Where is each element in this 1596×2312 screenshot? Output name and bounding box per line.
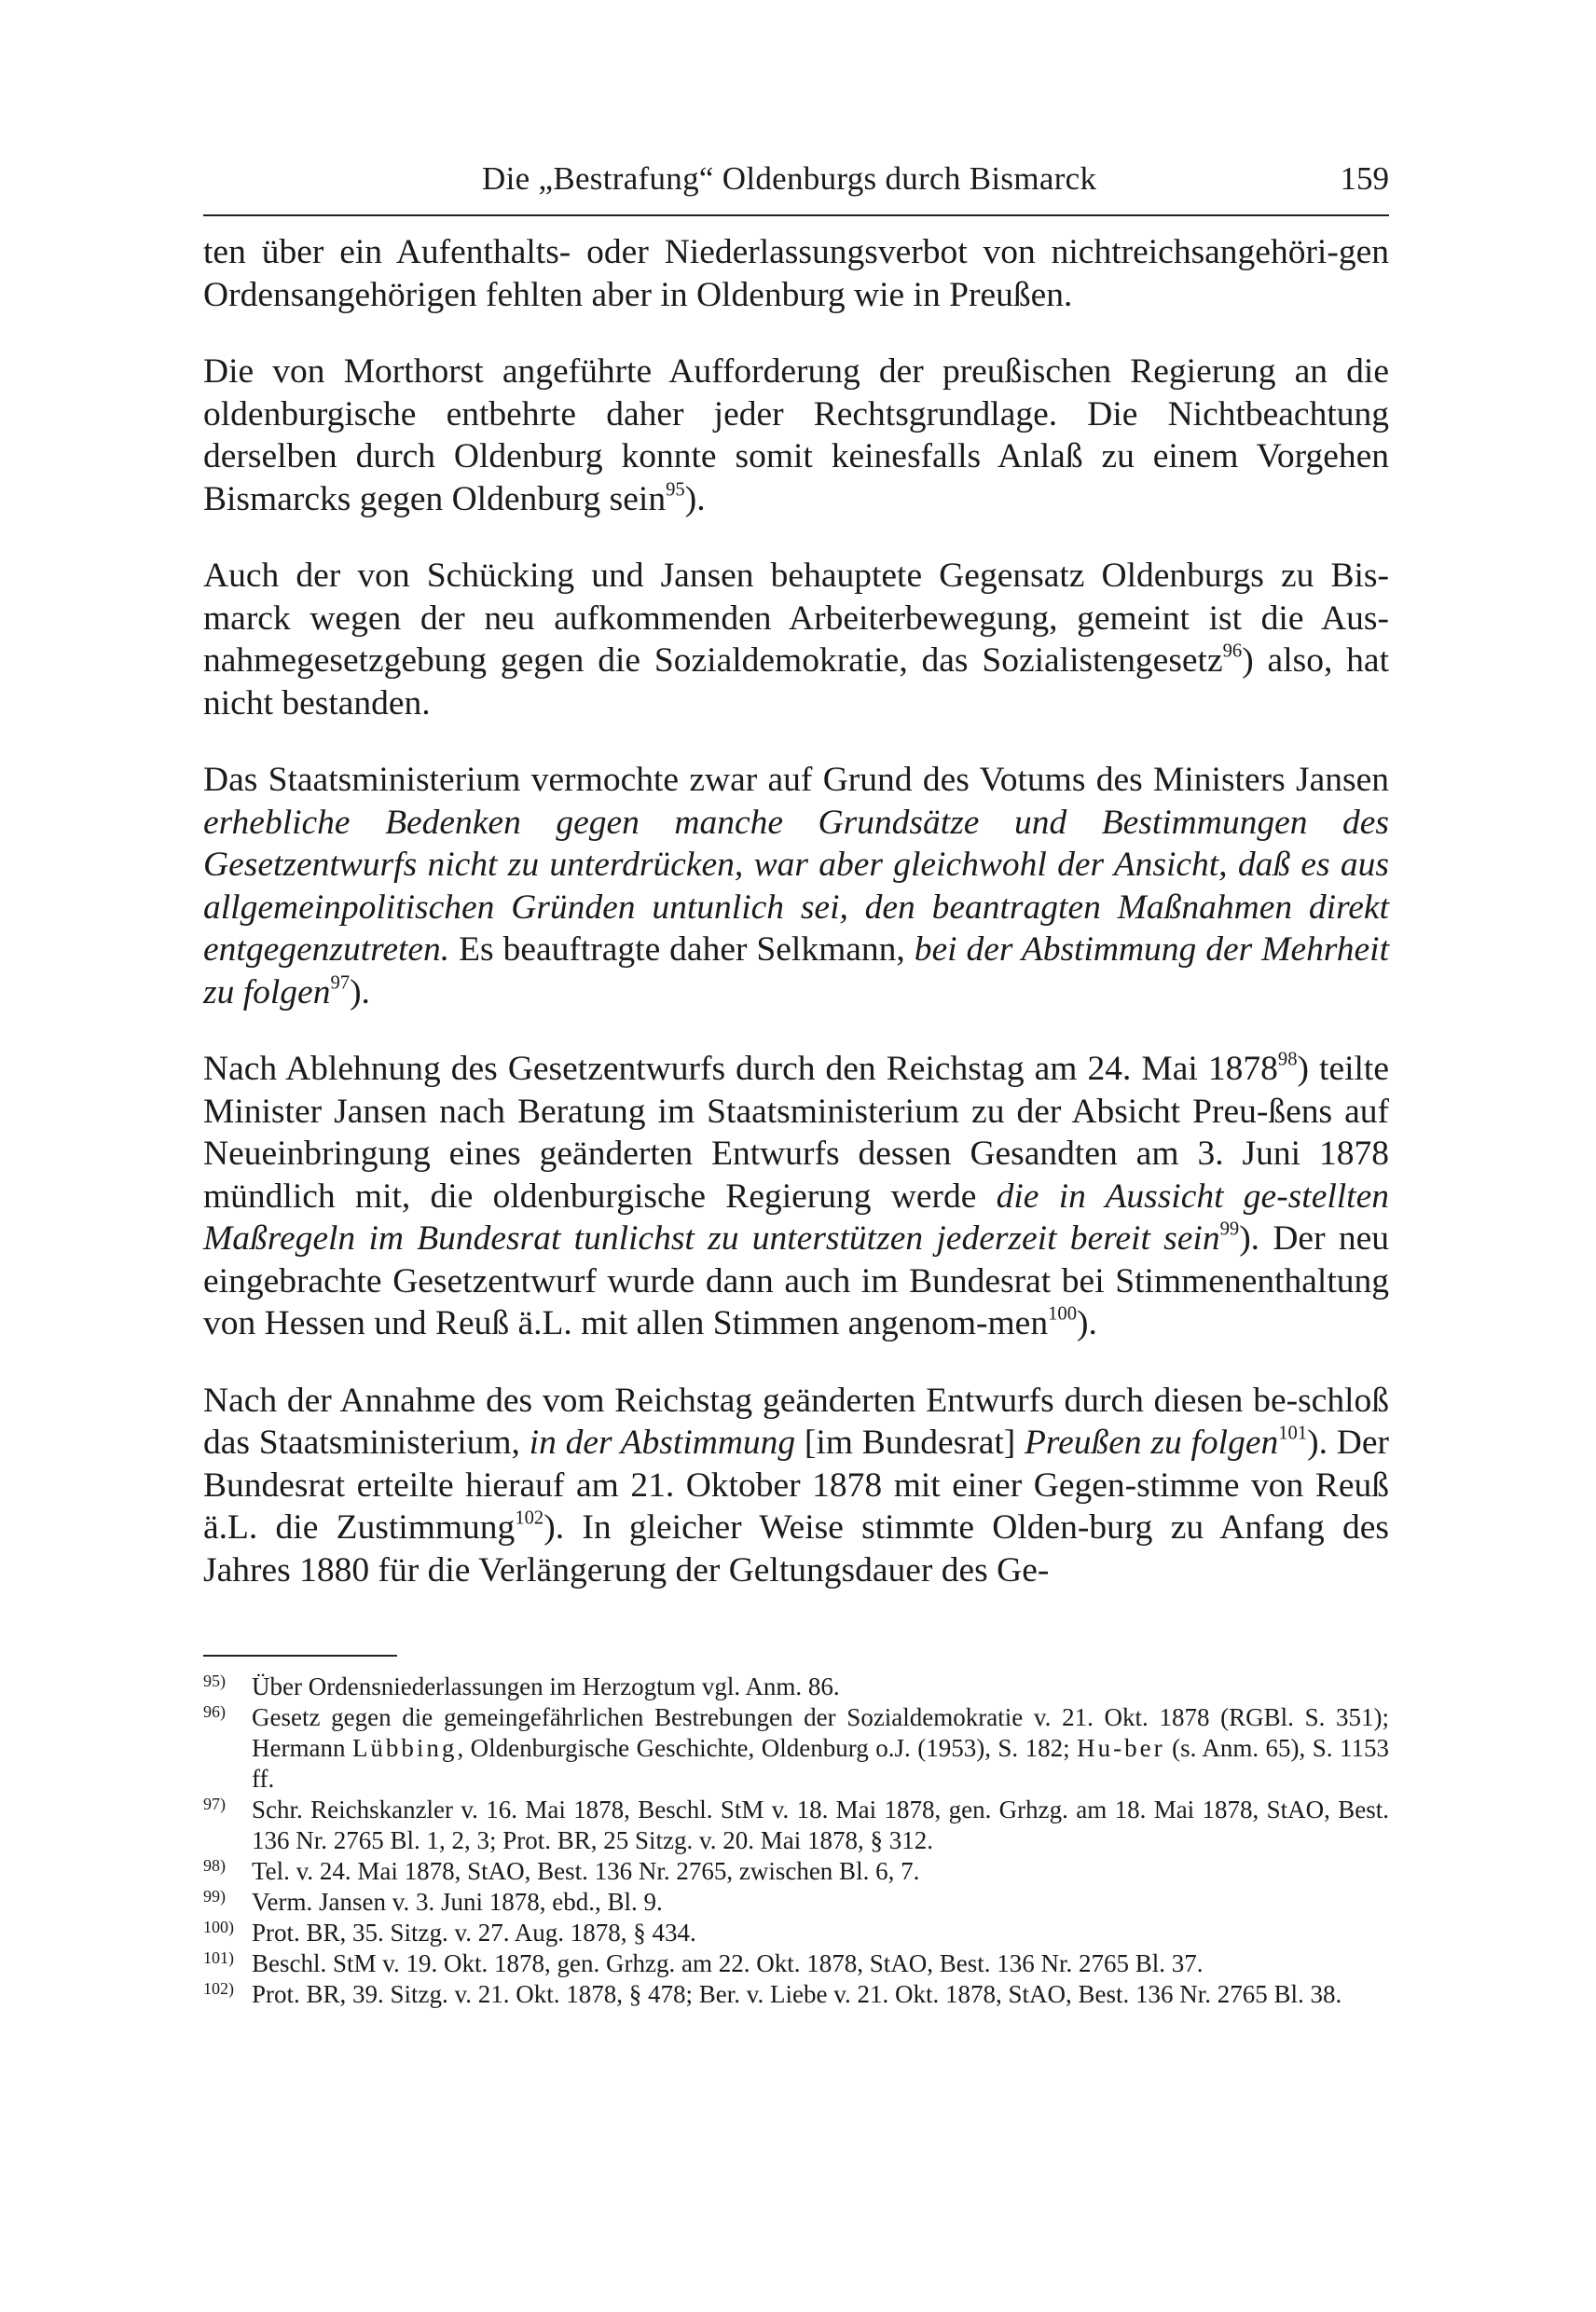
- text-run: Über Ordensniederlassungen im Herzogtum vgl. Anm. 86.: [252, 1672, 840, 1700]
- footnote-ref: 95: [666, 479, 685, 501]
- text-run: ) also, hat nicht bestanden.: [203, 641, 1389, 722]
- text-run: Das Staatsministerium vermochte zwar auf Grund des Votums des Ministers Jansen: [203, 761, 1389, 799]
- footnote-text: [252, 1795, 1389, 1856]
- footnote-text: [252, 1979, 1389, 2010]
- paragraph: [203, 351, 1389, 520]
- footnote-text: [252, 1672, 1389, 1702]
- footnote-ref: 97: [330, 972, 351, 994]
- text-run: Es beauftragte daher Selkmann,: [449, 930, 915, 969]
- text-run: ). In gleicher Weise stimmte Olden-burg zu Anfang des Jahres 1880 für die Verlängerung der Geltungsdauer des Ge-: [203, 1508, 1389, 1590]
- footnote-ref: 96: [1222, 640, 1243, 662]
- footnote-rule: [203, 1655, 397, 1657]
- footnote: [203, 1948, 1389, 1979]
- text-run: Prot. BR, 35. Sitzg. v. 27. Aug. 1878, § 434.: [252, 1919, 696, 1947]
- footnote-number: 99): [203, 1887, 226, 1906]
- text-run: Auch der von Schücking und Jansen behauptete Gegensatz Oldenburgs zu Bis-marck wegen der neu aufkommenden Arbeiterbewegung, gemeint ist die Aus-nahmegesetzgebung gegen die Sozialdemokratie, das Sozialistengesetz: [203, 557, 1389, 680]
- text-run: Nach der Annahme des vom Reichstag geänderten Entwurfs durch diesen be-schloß das Staatsministerium,: [203, 1381, 1389, 1462]
- body-text: [203, 231, 1389, 1626]
- footnote: [203, 1702, 1389, 1795]
- footnote-ref: 101: [1278, 1423, 1308, 1444]
- italic-quote: in der Abstimmung: [529, 1424, 796, 1462]
- footnote-text: [252, 1887, 1389, 1918]
- footnotes: [203, 1672, 1389, 2010]
- text-run: Tel. v. 24. Mai 1878, StAO, Best. 136 Nr. 2765, zwischen Bl. 6, 7.: [252, 1857, 920, 1885]
- footnote-text: [252, 1918, 1389, 1948]
- paragraph: [203, 555, 1389, 724]
- author-name: Hu-ber: [1077, 1734, 1165, 1762]
- text-run: ).: [1077, 1304, 1097, 1342]
- text-run: [im Bundesrat]: [795, 1424, 1025, 1462]
- italic-quote: die in Aussicht ge-stellten Maßregeln im Bundesrat tunlichst zu unterstützen jederzeit bereit sein: [203, 1177, 1389, 1258]
- text-run: Nach Ablehnung des Gesetzentwurfs durch den Reichstag am 24. Mai 1878: [203, 1050, 1278, 1088]
- paragraph: [203, 1048, 1389, 1345]
- page-number: 159: [1340, 160, 1389, 197]
- footnote-number: 101): [203, 1948, 234, 1967]
- italic-quote: erhebliche Bedenken gegen manche Grundsätze und Bestimmungen des Gesetzentwurfs nicht zu unterdrücken, war aber gleichwohl der Ansicht, daß es aus allgemeinpolitischen Gründen untunlich sei, den beantragten Maßnahmen direkt entgegenzutreten.: [203, 803, 1389, 969]
- italic-quote: Preußen zu folgen: [1025, 1424, 1279, 1462]
- footnote-text: [252, 1702, 1389, 1795]
- footnote-number: 97): [203, 1795, 226, 1813]
- footnote: [203, 1918, 1389, 1948]
- running-title: Die „Bestrafung“ Oldenburgs durch Bismarck: [482, 160, 1097, 197]
- footnote: [203, 1795, 1389, 1856]
- footnote-number: 96): [203, 1702, 226, 1721]
- footnote-number: 100): [203, 1918, 234, 1936]
- text-run: Gesetz gegen die gemeingefährlichen Bestrebungen der Sozialdemokratie v. 21. Okt. 1878 (RGBl. S. 351); Hermann: [252, 1703, 1389, 1762]
- footnote: [203, 1979, 1389, 2010]
- footnote-number: 102): [203, 1979, 234, 1998]
- text-run: ). Der Bundesrat erteilte hierauf am 21. Oktober 1878 mit einer Gegen-stimme von Reuß ä.L. die Zustimmung: [203, 1424, 1389, 1547]
- text-run: , Oldenburgische Geschichte, Oldenburg o.J. (1953), S. 182;: [457, 1734, 1078, 1762]
- running-head: [203, 149, 1389, 216]
- text-run: Verm. Jansen v. 3. Juni 1878, ebd., Bl. 9.: [252, 1888, 663, 1916]
- footnote: [203, 1887, 1389, 1918]
- footnote: [203, 1856, 1389, 1887]
- text-run: Die von Morthorst angeführte Aufforderung der preußischen Regierung an die oldenburgische entbehrte daher jeder Rechtsgrundlage. Die Nichtbeachtung derselben durch Oldenburg konnte somit keinesfalls Anlaß zu einem Vorgehen Bismarcks gegen Oldenburg sein: [203, 352, 1389, 518]
- footnote-text: [252, 1948, 1389, 1979]
- paragraph: [203, 231, 1389, 316]
- footnote-ref: 100: [1048, 1303, 1078, 1325]
- text-run: ten über ein Aufenthalts- oder Niederlassungsverbot von nichtreichsangehöri-gen Ordensangehörigen fehlten aber in Oldenburg wie in Preußen.: [203, 233, 1389, 314]
- text-run: Prot. BR, 39. Sitzg. v. 21. Okt. 1878, § 478; Ber. v. Liebe v. 21. Okt. 1878, StAO, Best. 136 Nr. 2765 Bl. 38.: [252, 1980, 1342, 2008]
- text-run: ). Der neu eingebrachte Gesetzentwurf wurde dann auch im Bundesrat bei Stimmenenthaltung von Hessen und Reuß ä.L. mit allen Stimmen angenom-men: [203, 1219, 1389, 1342]
- text-run: ) teilte Minister Jansen nach Beratung im Staatsministerium zu der Absicht Preu-ßens auf Neueinbringung eines geänderten Entwurfs dessen Gesandten am 3. Juni 1878 mündlich mit, die oldenburgische Regierung werde: [203, 1050, 1389, 1216]
- paragraph: [203, 1380, 1389, 1592]
- text-run: Schr. Reichskanzler v. 16. Mai 1878, Beschl. StM v. 18. Mai 1878, gen. Grhzg. am 18. Mai 1878, StAO, Best. 136 Nr. 2765 Bl. 1, 2, 3; Prot. BR, 25 Sitzg. v. 20. Mai 1878, § 312.: [252, 1796, 1389, 1854]
- footnote-ref: 98: [1277, 1049, 1298, 1070]
- footnote-ref: 102: [515, 1507, 544, 1529]
- footnote-text: [252, 1856, 1389, 1887]
- footnote-number: 98): [203, 1856, 226, 1875]
- author-name: Lübbing: [351, 1734, 458, 1762]
- italic-quote: bei der Abstimmung der Mehrheit zu folgen: [203, 930, 1389, 1012]
- text-run: Beschl. StM v. 19. Okt. 1878, gen. Grhzg. am 22. Okt. 1878, StAO, Best. 136 Nr. 2765 Bl. 37.: [252, 1949, 1204, 1977]
- footnote: [203, 1672, 1389, 1702]
- text-run: ).: [684, 479, 706, 518]
- footnote-ref: 99: [1219, 1218, 1240, 1240]
- text-run: ).: [350, 972, 370, 1012]
- text-run: (s. Anm. 65), S. 1153 ff.: [252, 1734, 1389, 1793]
- footnote-number: 95): [203, 1672, 226, 1690]
- paragraph: [203, 759, 1389, 1013]
